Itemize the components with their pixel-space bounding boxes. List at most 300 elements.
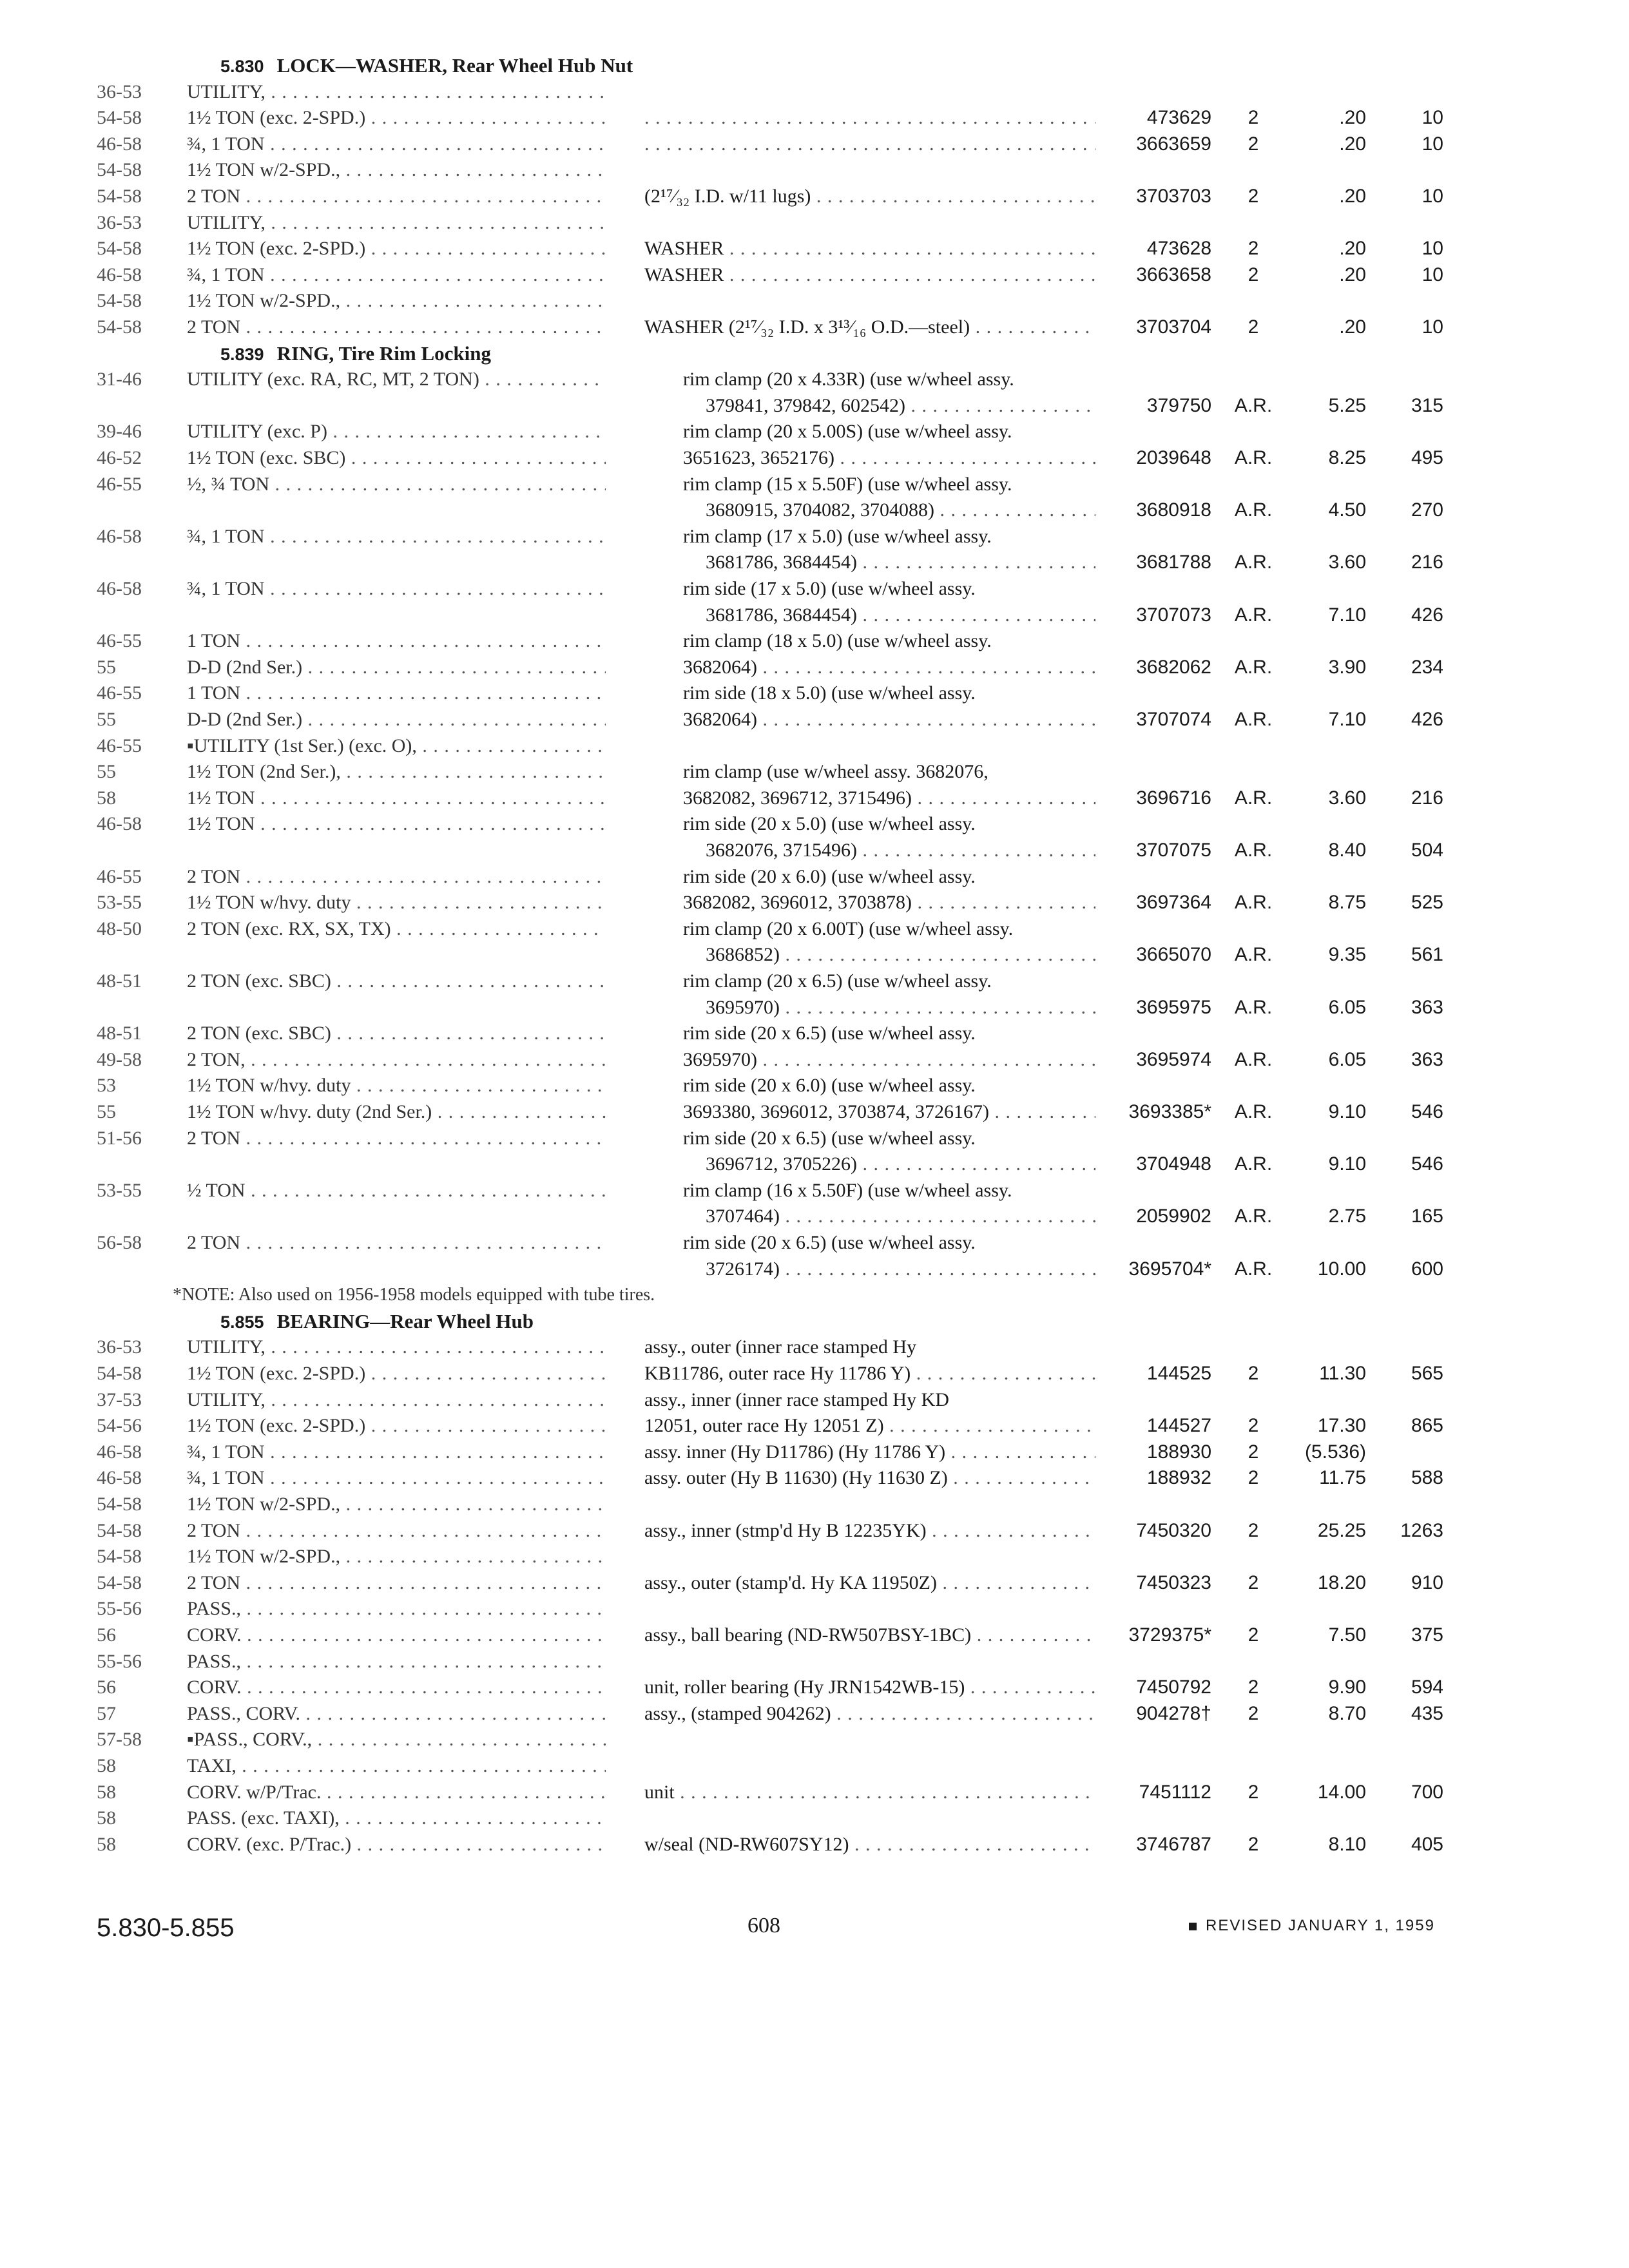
catalog-code: 546 — [1411, 1153, 1443, 1175]
vehicle-model: ¾, 1 TON . . . — [187, 524, 606, 550]
part-description: (2¹⁷⁄₃₂ I.D. w/11 lugs) . . . — [644, 184, 1095, 209]
part-row — [0, 1413, 1629, 1439]
vehicle-model: 2 TON . . . — [187, 1230, 606, 1256]
part-row — [0, 210, 1629, 236]
part-row — [0, 602, 1629, 628]
part-row — [0, 236, 1629, 262]
catalog-code: 504 — [1411, 840, 1443, 861]
quantity: A.R. — [1234, 656, 1273, 678]
list-price: .20 — [1339, 186, 1366, 207]
part-description: rim clamp (15 x 5.50F) (use w/wheel assy. — [683, 473, 1012, 495]
part-description: WASHER . . . — [644, 262, 1095, 288]
vehicle-model: UTILITY (exc. RA, RC, MT, 2 TON) . . . — [187, 367, 606, 392]
vehicle-model: TAXI, . . . — [187, 1753, 606, 1779]
description-leader — [644, 131, 1095, 157]
quantity: A.R. — [1234, 394, 1273, 416]
part-description: assy., (stamped 904262) . . . — [644, 1701, 1095, 1727]
vehicle-model: 1½ TON w/hvy. duty . . . — [187, 1073, 606, 1099]
part-description: rim clamp (20 x 4.33R) (use w/wheel assy. — [683, 369, 1014, 390]
part-row — [0, 1622, 1629, 1648]
vehicle-model: UTILITY, . . . — [187, 79, 606, 105]
part-number: 7450323 — [1136, 1571, 1211, 1593]
part-row — [0, 157, 1629, 183]
bullet-square-icon — [1189, 1923, 1197, 1930]
model-year: 54-58 — [97, 316, 142, 338]
model-year: 58 — [97, 1755, 116, 1776]
part-row — [0, 1178, 1629, 1204]
quantity: 2 — [1248, 107, 1259, 129]
part-description: 3693380, 3696012, 3703874, 3726167) . . . — [683, 1099, 1095, 1125]
model-year: 54-58 — [97, 1546, 142, 1568]
section-title: BEARING—Rear Wheel Hub — [276, 1309, 534, 1332]
part-description: 3682076, 3715496) . . . — [706, 838, 1095, 863]
part-description: assy., inner (stmp'd Hy B 12235YK) . . . — [644, 1518, 1095, 1544]
part-row — [0, 550, 1629, 575]
part-description: WASHER (2¹⁷⁄₃₂ I.D. x 3¹³⁄₁₆ O.D.—steel) . . . — [644, 314, 1095, 340]
part-row — [0, 811, 1629, 837]
part-description: rim clamp (use w/wheel assy. 3682076, — [683, 761, 988, 783]
quantity: A.R. — [1234, 892, 1273, 914]
part-row — [0, 262, 1629, 288]
model-year: 54-58 — [97, 186, 142, 207]
part-number: 473628 — [1146, 238, 1211, 260]
vehicle-model: ¾, 1 TON . . . — [187, 131, 606, 157]
vehicle-model: 1½ TON w/2-SPD., . . . — [187, 157, 606, 183]
part-number: 3693385* — [1128, 1101, 1211, 1122]
part-description: KB11786, outer race Hy 11786 Y) . . . — [644, 1361, 1095, 1387]
part-description: assy., inner (inner race stamped Hy KD — [644, 1389, 949, 1410]
list-price: 7.10 — [1328, 604, 1366, 626]
part-description: 3686852) . . . — [706, 942, 1095, 968]
part-description: 3726174) . . . — [706, 1256, 1095, 1282]
model-year: 46-58 — [97, 813, 142, 835]
catalog-code: 700 — [1411, 1781, 1443, 1803]
part-row — [0, 1570, 1629, 1596]
model-year: 58 — [97, 787, 116, 809]
part-number: 2039648 — [1136, 447, 1211, 468]
model-year: 46-58 — [97, 578, 142, 599]
part-description: 3682064) . . . — [683, 707, 1095, 733]
vehicle-model: UTILITY, . . . — [187, 1387, 606, 1413]
part-number: 473629 — [1146, 107, 1211, 129]
part-row — [0, 472, 1629, 497]
part-number: 3707074 — [1136, 709, 1211, 730]
vehicle-model: 1½ TON w/2-SPD., . . . — [187, 1492, 606, 1517]
quantity: A.R. — [1234, 1206, 1273, 1227]
vehicle-model: D-D (2nd Ser.) . . . — [187, 655, 606, 680]
quantity: 2 — [1248, 264, 1259, 285]
catalog-code: 10 — [1422, 133, 1443, 155]
model-year: 58 — [97, 1781, 116, 1803]
quantity: 2 — [1248, 1677, 1259, 1698]
part-description: assy. inner (Hy D11786) (Hy 11786 Y) . . . — [644, 1439, 1095, 1465]
vehicle-model: 1½ TON (exc. 2-SPD.) . . . — [187, 1413, 606, 1439]
part-row — [0, 890, 1629, 916]
quantity: A.R. — [1234, 1153, 1273, 1175]
part-row — [0, 1465, 1629, 1491]
model-year: 55-56 — [97, 1598, 142, 1620]
section-header — [220, 53, 633, 79]
vehicle-model: 1½ TON (exc. 2-SPD.) . . . — [187, 105, 606, 131]
list-price: 6.05 — [1328, 1048, 1366, 1070]
part-row — [0, 655, 1629, 680]
model-year: 31-46 — [97, 369, 142, 390]
catalog-code: 375 — [1411, 1624, 1443, 1646]
quantity: A.R. — [1234, 996, 1273, 1018]
part-row — [0, 916, 1629, 942]
part-number: 3729375* — [1128, 1624, 1211, 1646]
part-description: rim side (20 x 6.5) (use w/wheel assy. — [683, 1232, 976, 1253]
vehicle-model: 1½ TON (exc. 2-SPD.) . . . — [187, 236, 606, 262]
part-description: 3707464) . . . — [706, 1204, 1095, 1229]
vehicle-model: 2 TON . . . — [187, 1570, 606, 1596]
vehicle-model: 2 TON . . . — [187, 184, 606, 209]
model-year: 39-46 — [97, 421, 142, 443]
quantity: 2 — [1248, 133, 1259, 155]
quantity: A.R. — [1234, 840, 1273, 861]
part-number: 3697364 — [1136, 892, 1211, 914]
part-number: 188930 — [1146, 1441, 1211, 1463]
quantity: 2 — [1248, 238, 1259, 260]
list-price: 10.00 — [1317, 1258, 1366, 1280]
section-number: 5.839 — [220, 344, 264, 364]
section-footnote: *NOTE: Also used on 1956-1958 models equipped with tube tires. — [173, 1285, 655, 1305]
model-year: 36-53 — [97, 81, 142, 102]
model-year: 53-55 — [97, 892, 142, 914]
list-price: 6.05 — [1328, 996, 1366, 1018]
model-year: 55 — [97, 761, 116, 783]
list-price: .20 — [1339, 107, 1366, 129]
part-description: 3681786, 3684454) . . . — [706, 550, 1095, 575]
catalog-code: 165 — [1411, 1206, 1443, 1227]
model-year: 46-55 — [97, 682, 142, 704]
part-description: rim side (20 x 5.0) (use w/wheel assy. — [683, 813, 976, 835]
part-row — [0, 288, 1629, 314]
catalog-code: 10 — [1422, 186, 1443, 207]
list-price: 3.90 — [1328, 656, 1366, 678]
vehicle-model: ¾, 1 TON . . . — [187, 576, 606, 602]
part-number: 7450320 — [1136, 1519, 1211, 1541]
part-row — [0, 707, 1629, 733]
part-description: rim side (20 x 6.0) (use w/wheel assy. — [683, 1075, 976, 1097]
quantity: 2 — [1248, 1571, 1259, 1593]
catalog-code: 910 — [1411, 1571, 1443, 1593]
list-price: 11.30 — [1319, 1363, 1366, 1384]
model-year: 55 — [97, 1101, 116, 1122]
part-row — [0, 995, 1629, 1021]
catalog-code: 363 — [1411, 996, 1443, 1018]
part-row — [0, 1596, 1629, 1622]
vehicle-model: 1½ TON w/hvy. duty (2nd Ser.) . . . — [187, 1099, 606, 1125]
quantity: 2 — [1248, 1363, 1259, 1384]
model-year: 46-58 — [97, 525, 142, 547]
model-year: 54-58 — [97, 1571, 142, 1593]
catalog-code: 561 — [1411, 944, 1443, 966]
list-price: .20 — [1339, 264, 1366, 285]
quantity: A.R. — [1234, 499, 1273, 521]
model-year: 46-52 — [97, 447, 142, 468]
vehicle-model: 2 TON, . . . — [187, 1047, 606, 1073]
part-description: 3682082, 3696012, 3703878) . . . — [683, 890, 1095, 916]
part-row — [0, 314, 1629, 340]
part-row — [0, 1832, 1629, 1858]
part-number: 188932 — [1146, 1467, 1211, 1489]
list-price: 8.70 — [1328, 1702, 1366, 1724]
list-price: 7.10 — [1328, 709, 1366, 730]
vehicle-model: ▪PASS., CORV., . . . — [187, 1727, 606, 1753]
model-year: 46-55 — [97, 630, 142, 652]
quantity: A.R. — [1234, 1258, 1273, 1280]
part-number: 904278† — [1136, 1702, 1211, 1724]
catalog-code: 10 — [1422, 238, 1443, 260]
model-year: 51-56 — [97, 1127, 142, 1149]
list-price: 8.75 — [1328, 892, 1366, 914]
quantity: A.R. — [1234, 787, 1273, 809]
part-number: 3682062 — [1136, 656, 1211, 678]
footer-page-number: 608 — [747, 1914, 780, 1937]
vehicle-model: 1½ TON w/2-SPD., . . . — [187, 1544, 606, 1570]
quantity: 2 — [1248, 1781, 1259, 1803]
part-number: 3663659 — [1136, 133, 1211, 155]
part-number: 7451112 — [1139, 1781, 1211, 1803]
vehicle-model: PASS. (exc. TAXI), . . . — [187, 1805, 606, 1831]
catalog-code: 216 — [1411, 552, 1443, 573]
list-price: 9.10 — [1328, 1153, 1366, 1175]
part-description: rim side (20 x 6.0) (use w/wheel assy. — [683, 865, 976, 887]
part-description: 3681786, 3684454) . . . — [706, 602, 1095, 628]
part-row — [0, 1439, 1629, 1465]
list-price: 17.30 — [1317, 1415, 1366, 1437]
model-year: 46-58 — [97, 1467, 142, 1489]
vehicle-model: 1½ TON w/hvy. duty . . . — [187, 890, 606, 916]
part-number: 3695975 — [1136, 996, 1211, 1018]
part-description: 3695970) . . . — [683, 1047, 1095, 1073]
model-year: 56 — [97, 1624, 116, 1646]
part-number: 3704948 — [1136, 1153, 1211, 1175]
catalog-code: 234 — [1411, 656, 1443, 678]
model-year: 56-58 — [97, 1232, 142, 1253]
vehicle-model: ½, ¾ TON . . . — [187, 472, 606, 497]
model-year: 37-53 — [97, 1389, 142, 1410]
model-year: 54-56 — [97, 1415, 142, 1437]
part-description: 3682082, 3696712, 3715496) . . . — [683, 785, 1095, 811]
model-year: 48-50 — [97, 918, 142, 939]
model-year: 36-53 — [97, 1336, 142, 1358]
part-row — [0, 131, 1629, 157]
catalog-code: 216 — [1411, 787, 1443, 809]
part-row — [0, 785, 1629, 811]
part-number: 7450792 — [1136, 1677, 1211, 1698]
description-leader — [644, 105, 1095, 131]
model-year: 54-58 — [97, 1363, 142, 1384]
section-header — [220, 341, 491, 367]
vehicle-model: PASS., . . . — [187, 1649, 606, 1675]
part-number: 2059902 — [1136, 1206, 1211, 1227]
model-year: 54-58 — [97, 1494, 142, 1515]
vehicle-model: 2 TON (exc. SBC) . . . — [187, 1021, 606, 1046]
section-title: LOCK—WASHER, Rear Wheel Hub Nut — [276, 54, 633, 77]
part-row — [0, 524, 1629, 550]
vehicle-model: CORV. . . . — [187, 1675, 606, 1700]
part-row — [0, 1204, 1629, 1229]
part-row — [0, 733, 1629, 759]
part-row — [0, 838, 1629, 863]
model-year: 53-55 — [97, 1179, 142, 1201]
part-number: 3707075 — [1136, 840, 1211, 861]
part-number: 3695704* — [1128, 1258, 1211, 1280]
vehicle-model: 1½ TON (2nd Ser.), . . . — [187, 759, 606, 785]
part-description: rim clamp (18 x 5.0) (use w/wheel assy. — [683, 630, 992, 652]
part-row — [0, 759, 1629, 785]
part-number: 144525 — [1146, 1363, 1211, 1384]
list-price: 9.90 — [1328, 1677, 1366, 1698]
catalog-code: 1263 — [1400, 1519, 1443, 1541]
model-year: 49-58 — [97, 1048, 142, 1070]
part-description: WASHER . . . — [644, 236, 1095, 262]
part-description: w/seal (ND-RW607SY12) . . . — [644, 1832, 1095, 1858]
part-row — [0, 1099, 1629, 1125]
footer-revision — [1189, 1917, 1435, 1935]
vehicle-model: UTILITY, . . . — [187, 1334, 606, 1360]
model-year: 55 — [97, 709, 116, 730]
part-row — [0, 1387, 1629, 1413]
part-description: unit . . . — [644, 1780, 1095, 1805]
model-year: 54-58 — [97, 238, 142, 260]
part-description: rim side (20 x 6.5) (use w/wheel assy. — [683, 1127, 976, 1149]
model-year: 54-58 — [97, 107, 142, 129]
vehicle-model: D-D (2nd Ser.) . . . — [187, 707, 606, 733]
part-row — [0, 1544, 1629, 1570]
quantity: 2 — [1248, 1833, 1259, 1855]
part-description: 379841, 379842, 602542) . . . — [706, 393, 1095, 419]
catalog-code: 315 — [1411, 394, 1443, 416]
list-price: 4.50 — [1328, 499, 1366, 521]
part-number: 3680918 — [1136, 499, 1211, 521]
part-description: 3695970) . . . — [706, 995, 1095, 1021]
footer-section-range: 5.830-5.855 — [97, 1914, 235, 1942]
vehicle-model: UTILITY (exc. P) . . . — [187, 419, 606, 445]
part-row — [0, 1649, 1629, 1675]
vehicle-model: 1 TON . . . — [187, 680, 606, 706]
part-row — [0, 1805, 1629, 1831]
catalog-code: 405 — [1411, 1833, 1443, 1855]
list-price: 7.50 — [1328, 1624, 1366, 1646]
list-price: 25.25 — [1317, 1519, 1366, 1541]
model-year: 46-58 — [97, 133, 142, 155]
part-row — [0, 1047, 1629, 1073]
part-description: 12051, outer race Hy 12051 Z) . . . — [644, 1413, 1095, 1439]
part-row — [0, 419, 1629, 445]
vehicle-model: 2 TON . . . — [187, 1126, 606, 1151]
catalog-code: 10 — [1422, 107, 1443, 129]
list-price: 9.10 — [1328, 1101, 1366, 1122]
vehicle-model: CORV. . . . — [187, 1622, 606, 1648]
part-description: rim side (17 x 5.0) (use w/wheel assy. — [683, 578, 976, 599]
model-year: 46-58 — [97, 264, 142, 285]
part-description: rim clamp (20 x 6.00T) (use w/wheel assy. — [683, 918, 1014, 939]
vehicle-model: 2 TON . . . — [187, 864, 606, 890]
section-number: 5.855 — [220, 1312, 264, 1332]
part-row — [0, 1753, 1629, 1779]
part-description: assy., ball bearing (ND-RW507BSY-1BC) . . . — [644, 1622, 1095, 1648]
quantity: A.R. — [1234, 552, 1273, 573]
part-number: 144527 — [1146, 1415, 1211, 1437]
model-year: 54-58 — [97, 1519, 142, 1541]
list-price: .20 — [1339, 133, 1366, 155]
quantity: 2 — [1248, 1702, 1259, 1724]
model-year: 57 — [97, 1702, 116, 1724]
part-description: rim side (20 x 6.5) (use w/wheel assy. — [683, 1023, 976, 1044]
section-number: 5.830 — [220, 57, 264, 76]
quantity: A.R. — [1234, 1048, 1273, 1070]
model-year: 55 — [97, 656, 116, 678]
quantity: 2 — [1248, 1519, 1259, 1541]
list-price: 2.75 — [1328, 1206, 1366, 1227]
catalog-code: 565 — [1411, 1363, 1443, 1384]
catalog-code: 426 — [1411, 604, 1443, 626]
list-price: 11.75 — [1319, 1467, 1366, 1489]
part-description: rim clamp (20 x 6.5) (use w/wheel assy. — [683, 970, 992, 992]
section-header — [220, 1309, 534, 1334]
part-number: 3707073 — [1136, 604, 1211, 626]
model-year: 58 — [97, 1833, 116, 1855]
catalog-code: 10 — [1422, 264, 1443, 285]
part-row — [0, 1230, 1629, 1256]
catalog-code: 546 — [1411, 1101, 1443, 1122]
quantity: A.R. — [1234, 447, 1273, 468]
part-row — [0, 1334, 1629, 1360]
part-number: 3696716 — [1136, 787, 1211, 809]
vehicle-model: 1 TON . . . — [187, 628, 606, 654]
vehicle-model: 1½ TON . . . — [187, 811, 606, 837]
part-row — [0, 1126, 1629, 1151]
quantity: 2 — [1248, 1441, 1259, 1463]
part-description: assy., outer (inner race stamped Hy — [644, 1336, 917, 1358]
list-price: 8.40 — [1328, 840, 1366, 861]
part-number: 3663658 — [1136, 264, 1211, 285]
quantity: 2 — [1248, 186, 1259, 207]
part-description: 3682064) . . . — [683, 655, 1095, 680]
part-row — [0, 1256, 1629, 1282]
list-price: 9.35 — [1328, 944, 1366, 966]
catalog-code: 600 — [1411, 1258, 1443, 1280]
vehicle-model: PASS., CORV. . . . — [187, 1701, 606, 1727]
model-year: 36-53 — [97, 211, 142, 233]
quantity: A.R. — [1234, 709, 1273, 730]
part-row — [0, 105, 1629, 131]
part-description: 3651623, 3652176) . . . — [683, 445, 1095, 471]
part-number: 3703704 — [1136, 316, 1211, 338]
part-row — [0, 184, 1629, 209]
vehicle-model: ¾, 1 TON . . . — [187, 1439, 606, 1465]
part-description: rim clamp (16 x 5.50F) (use w/wheel assy. — [683, 1179, 1012, 1201]
part-row — [0, 1675, 1629, 1700]
part-number: 3746787 — [1136, 1833, 1211, 1855]
section-title: RING, Tire Rim Locking — [276, 341, 492, 365]
quantity: A.R. — [1234, 1101, 1273, 1122]
vehicle-model: 2 TON (exc. SBC) . . . — [187, 968, 606, 994]
vehicle-model: ¾, 1 TON . . . — [187, 1465, 606, 1491]
part-row — [0, 497, 1629, 523]
vehicle-model: 2 TON (exc. RX, SX, TX) . . . — [187, 916, 606, 942]
part-row — [0, 1727, 1629, 1753]
part-row — [0, 864, 1629, 890]
part-description: rim clamp (20 x 5.00S) (use w/wheel assy. — [683, 421, 1012, 443]
part-row — [0, 79, 1629, 105]
part-row — [0, 393, 1629, 419]
model-year: 48-51 — [97, 970, 142, 992]
revision-text: REVISED JANUARY 1, 1959 — [1206, 1917, 1435, 1934]
